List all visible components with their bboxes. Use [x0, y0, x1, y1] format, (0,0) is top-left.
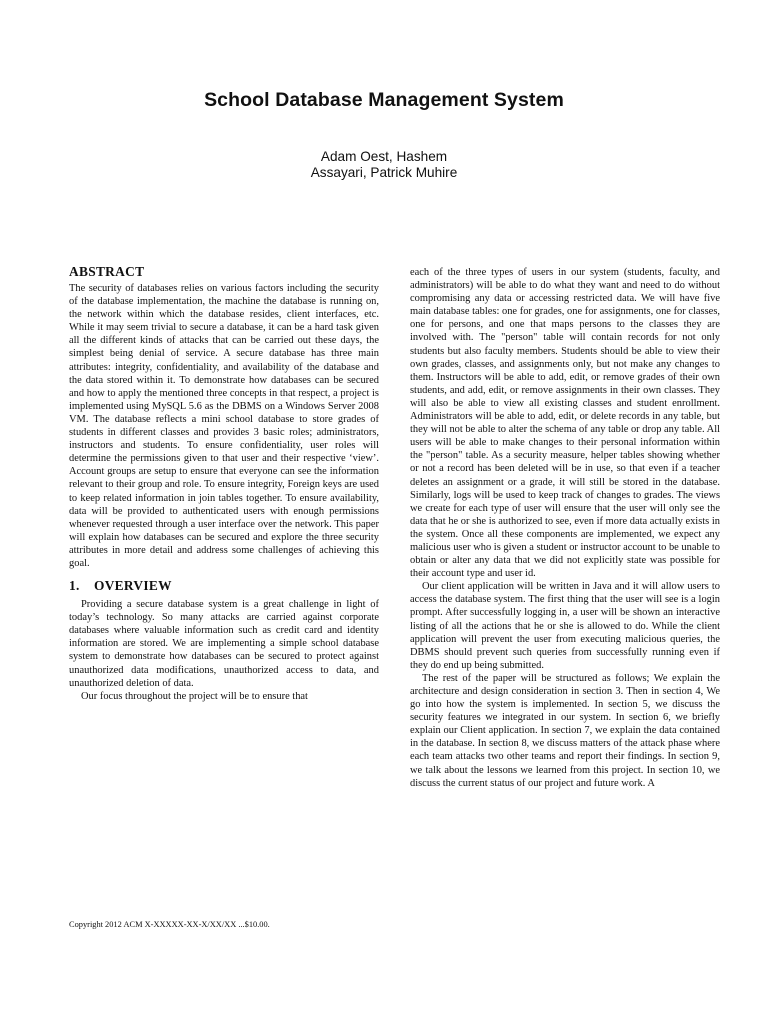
left-column [69, 264, 379, 703]
section-number: 1. [69, 578, 80, 594]
overview-paragraph-2: Our focus throughout the project will be to ensure that [81, 690, 308, 702]
right-column [410, 266, 720, 790]
section-title: OVERVIEW [94, 578, 172, 594]
abstract-heading: ABSTRACT [69, 264, 145, 279]
copyright-notice: Copyright 2012 ACM X-XXXXX-XX-X/XX/XX ...$10.00. [69, 920, 270, 929]
body-paragraph-3: The rest of the paper will be structured as follows; We explain the architecture and design consideration in section 3. Then in section 4, We go into how the system is implemented. In section 5, we discuss the security features we integrated in our system. In section 6, we briefly explain our Client application. In section 7, we explain the data contained in the database. In section 8, we discuss matters of the attack phase where each team attacks two other teams and report their findings. In section 9, we talk about the lessons we learned from this project. In section 10, we discuss the current status of our project and future work. A [410, 672, 720, 789]
author-line-1: Adam Oest, Hashem [320, 149, 448, 164]
author-line-2: Assayari, Patrick Muhire [310, 165, 458, 180]
author-list [0, 149, 768, 181]
overview-heading [69, 578, 379, 594]
body-paragraph-1: each of the three types of users in our system (students, faculty, and administrators) will be able to do what they want and need to do without compromising any data or accessing restricted data. We will have five main database tables: one for grades, one for assignments, one for classes, one for persons, and one that maps persons to the classes they are involved with. The "person" table will contain records for not only students but also faculty members. Students should be able to view their own grades, classes, and assignments only, but not make any changes to them. Instructors will be able to add, edit, or remove grades of their own students, and add, edit, or remove assignments in their own classes. They will also be able to view all existing classes and student enrollment. Administrators will be able to add, edit, or delete records in any table, but they will not be able to alter the schema of any table or drop any table. All users will be able to make changes to their personal information within the "person" table. As a security measure, helper tables showing whether or not a record has been deleted will be in use, so that even if a teacher deletes an assignment or a grade, it will still be stored in the database. Similarly, logs will be used to keep track of changes to grades. The views we create for each type of user will ensure that the user will only see the data that he or she is authorized to see, even if more data actually exists in the system. Once all these components are implemented, we expect any malicious user who is given a student or instructor account to be unable to obtain or alter any data that we did not explicitly state was possible for their account type and user id. [410, 267, 720, 580]
abstract-text: The security of databases relies on various factors including the security of the database implementation, the machine the database is running on, the network within which the database resides, client interfaces, etc. While it may seem trivial to secure a database, it can be a hard task given all the different kinds of attacks that can be carried out these days, the simplest being denial of service. A secure database has three main attributes: integrity, confidentiality, and availability of the database and the data stored within it. To demonstrate how databases can be secured and how to apply the mentioned three concepts in that respect, a project is implemented using MySQL 5.6 as the DBMS on a Windows Server 2008 VM. The database reflects a mini school database to store grades of students in different classes and provides 3 basic roles; administrators, instructors and students. To ensure confidentiality, user roles will determine the permissions given to that user and their respective ‘view’. Account groups are setup to ensure that everyone can see the information relevant to their group and role. To ensure integrity, Foreign keys are used to keep related information in join tables together. To ensure availability, data will be provided to authenticated users with enough permissions whenever requested through a user interface over the network. This paper will explain how databases can be secured and explore the three security attributes in more detail and address some challenges of achieving this goal. [69, 283, 379, 569]
paper-title: School Database Management System [204, 89, 564, 111]
body-paragraph-2: Our client application will be written in Java and it will allow users to access the database system. The first thing that the user will see is a login prompt. After successfully logging in, a user will be shown an interactive listing of all the actions that he or she is allowed to do. While the client application will prevent the user from executing malicious queries, the DBMS should prevent such queries from successfully running even if they do end up being submitted. [410, 581, 720, 671]
overview-paragraph-1: Providing a secure database system is a great challenge in light of today’s technology. So many attacks are carried against corporate databases where valuable information such as credit card and identity information are stored. We are implementing a simple school database system to demonstrate how databases can be secured to protect against unauthorized data modifications, unauthorized access to data, and unauthorized deletion of data. [69, 599, 379, 689]
